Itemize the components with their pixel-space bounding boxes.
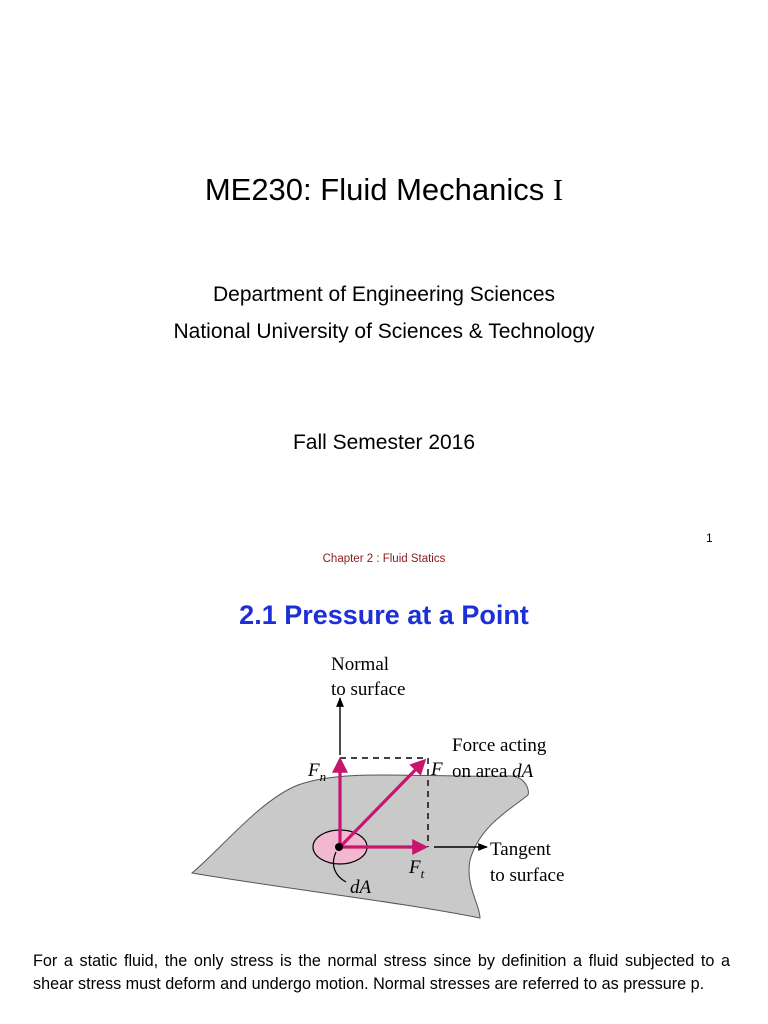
semester-label: Fall Semester 2016 [292, 431, 476, 454]
department-name: Department of Engineering Sciences [212, 283, 556, 306]
chapter-header: Chapter 2 : Fluid Statics [322, 553, 446, 565]
page-number: 1 [706, 531, 713, 545]
fn-label-base: F [308, 760, 320, 781]
ft-label-base: F [409, 857, 421, 878]
body-paragraph: For a static fluid, the only stress is the normal stress since by definition a fluid subjected to a shear stress must deform and undergo motion. Normal stresses are referred to as pressure p. [33, 952, 730, 993]
da-label: dA [350, 877, 372, 898]
ft-label-sub: t [420, 866, 425, 881]
force-label-line2 [452, 761, 534, 782]
course-title [0, 168, 768, 212]
course-title-text: ME230: Fluid Mechanics [204, 172, 553, 207]
tangent-label-line2: to surface [490, 865, 565, 886]
tangent-label-line1: Tangent [490, 839, 551, 860]
normal-label-line2: to surface [331, 679, 406, 700]
f-label: F [431, 759, 443, 780]
university-name: National University of Sciences & Technology [173, 320, 595, 343]
normal-label-line1: Normal [331, 654, 390, 675]
force-label-prefix: on area [452, 761, 513, 782]
pressure-point-diagram [180, 640, 600, 940]
course-title-numeral: I [552, 172, 564, 207]
point-marker [335, 843, 343, 851]
force-label-line1: Force acting [452, 735, 547, 756]
fn-label [307, 760, 326, 784]
fn-label-sub: n [319, 769, 327, 784]
section-title: 2.1 Pressure at a Point [239, 600, 529, 630]
force-label-var: dA [512, 761, 534, 782]
